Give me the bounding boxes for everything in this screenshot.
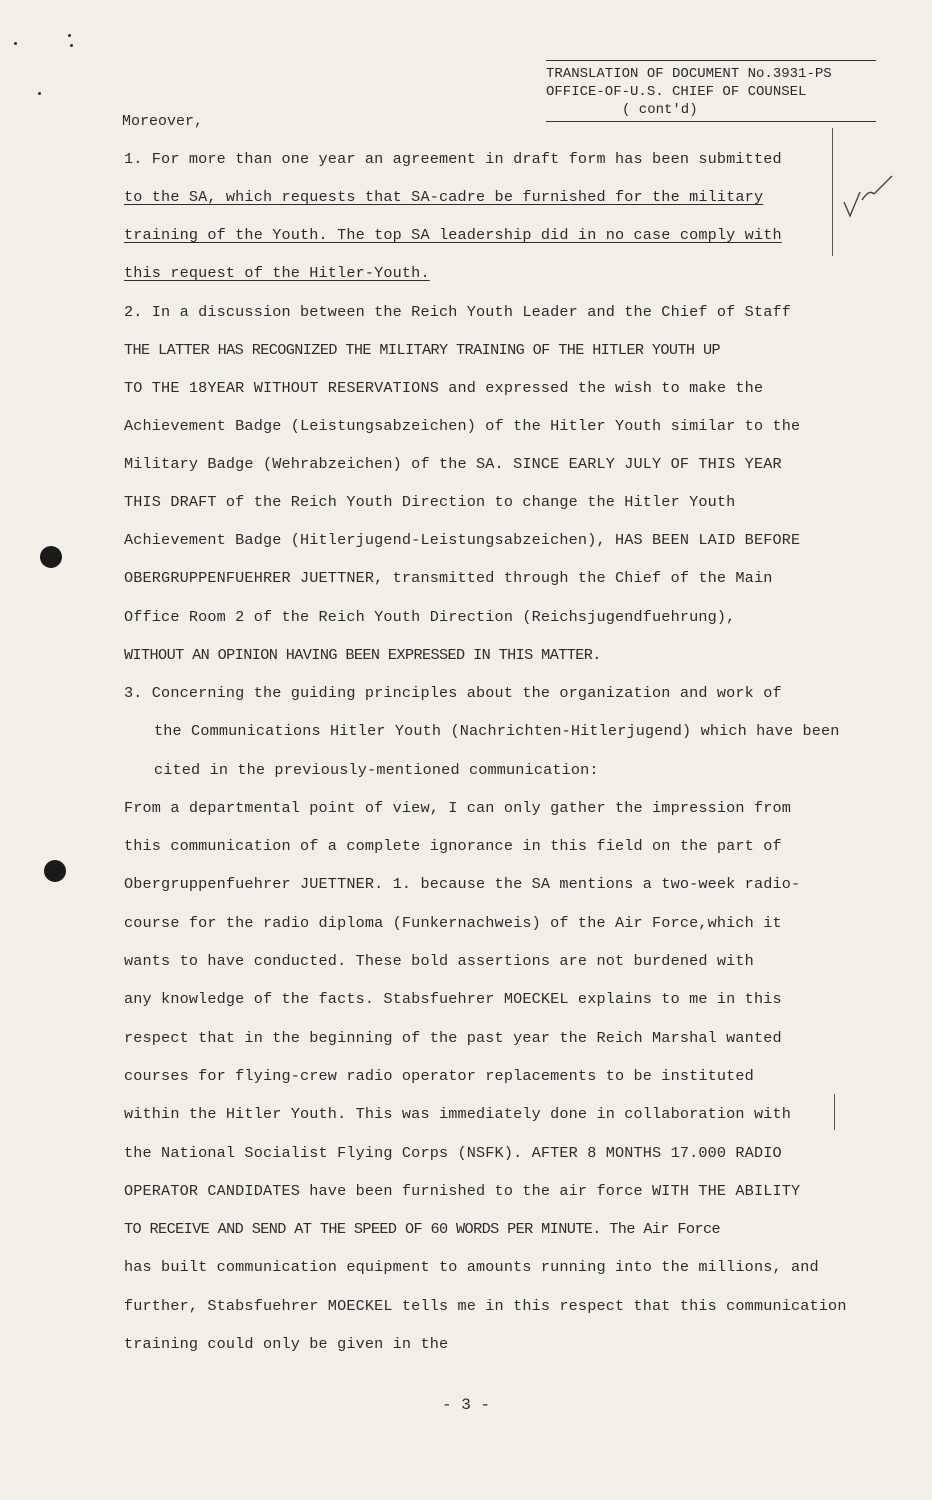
punch-hole	[40, 546, 62, 568]
speck	[38, 92, 41, 95]
text-line: training could only be given in the	[124, 1335, 449, 1353]
speck	[14, 42, 17, 45]
margin-mark	[832, 128, 833, 256]
text-line: course for the radio diploma (Funkernachweis) of the Air Force,which it	[124, 914, 782, 932]
text-line: the Communications Hitler Youth (Nachrichten-Hitlerjugend) which have been	[154, 722, 840, 740]
text-line: 2. In a discussion between the Reich Youth Leader and the Chief of Staff	[124, 303, 792, 321]
text-line: OPERATOR CANDIDATES have been furnished to the air force WITH THE ABILITY	[124, 1182, 801, 1200]
header-continued: ( cont'd)	[546, 101, 876, 122]
text-line: TO RECEIVE AND SEND AT THE SPEED OF 60 WORDS PER MINUTE. The Air Force	[124, 1220, 720, 1238]
header-document-number: TRANSLATION OF DOCUMENT No.3931-PS	[546, 66, 832, 82]
text-line: Achievement Badge (Hitlerjugend-Leistungsabzeichen), HAS BEEN LAID BEFORE	[124, 531, 801, 549]
text-line: Military Badge (Wehrabzeichen) of the SA. SINCE EARLY JULY OF THIS YEAR	[124, 455, 782, 473]
text-line: THE LATTER HAS RECOGNIZED THE MILITARY TRAINING OF THE HITLER YOUTH UP	[124, 341, 720, 359]
text-line: this communication of a complete ignorance in this field on the part of	[124, 837, 782, 855]
text-line: wants to have conducted. These bold assertions are not burdened with	[124, 952, 754, 970]
text-line: respect that in the beginning of the past year the Reich Marshal wanted	[124, 1029, 782, 1047]
speck	[70, 44, 73, 47]
translation-header	[546, 60, 876, 122]
text-line: TO THE 18YEAR WITHOUT RESERVATIONS and expressed the wish to make the	[124, 379, 764, 397]
text-line: Achievement Badge (Leistungsabzeichen) of the Hitler Youth similar to the	[124, 417, 801, 435]
text-line: the National Socialist Flying Corps (NSFK). AFTER 8 MONTHS 17.000 RADIO	[124, 1144, 782, 1162]
text-line: cited in the previously-mentioned communication:	[154, 761, 599, 779]
header-office: OFFICE-OF-U.S. CHIEF OF COUNSEL	[546, 84, 807, 100]
text-line: within the Hitler Youth. This was immediately done in collaboration with	[124, 1105, 792, 1123]
text-line: THIS DRAFT of the Reich Youth Direction to change the Hitler Youth	[124, 493, 736, 511]
punch-hole	[44, 860, 66, 882]
text-line: any knowledge of the facts. Stabsfuehrer MOECKEL explains to me in this	[124, 990, 782, 1008]
text-line: OBERGRUPPENFUEHRER JUETTNER, transmitted through the Chief of the Main	[124, 569, 773, 587]
text-line: Obergruppenfuehrer JUETTNER. 1. because the SA mentions a two-week radio-	[124, 875, 801, 893]
text-line: further, Stabsfuehrer MOECKEL tells me in this respect that this communication	[124, 1297, 847, 1315]
speck	[68, 34, 71, 37]
header-top-rule	[546, 60, 876, 61]
text-line: training of the Youth. The top SA leadership did in no case comply with	[124, 226, 782, 244]
text-line: 1. For more than one year an agreement in draft form has been submitted	[124, 150, 782, 168]
text-line: From a departmental point of view, I can only gather the impression from	[124, 799, 792, 817]
handwritten-check-icon	[840, 172, 900, 222]
margin-mark	[834, 1094, 835, 1130]
text-line: WITHOUT AN OPINION HAVING BEEN EXPRESSED IN THIS MATTER.	[124, 646, 601, 664]
text-line: to the SA, which requests that SA-cadre be furnished for the military	[124, 188, 764, 206]
text-line: Office Room 2 of the Reich Youth Direction (Reichsjugendfuehrung),	[124, 608, 736, 626]
opening-word: Moreover,	[122, 113, 204, 130]
text-line: this request of the Hitler-Youth.	[124, 264, 430, 282]
page-number: - 3 -	[441, 1396, 490, 1414]
text-line: courses for flying-crew radio operator replacements to be instituted	[124, 1067, 754, 1085]
text-line: 3. Concerning the guiding principles about the organization and work of	[124, 684, 782, 702]
text-line: has built communication equipment to amounts running into the millions, and	[124, 1258, 819, 1276]
